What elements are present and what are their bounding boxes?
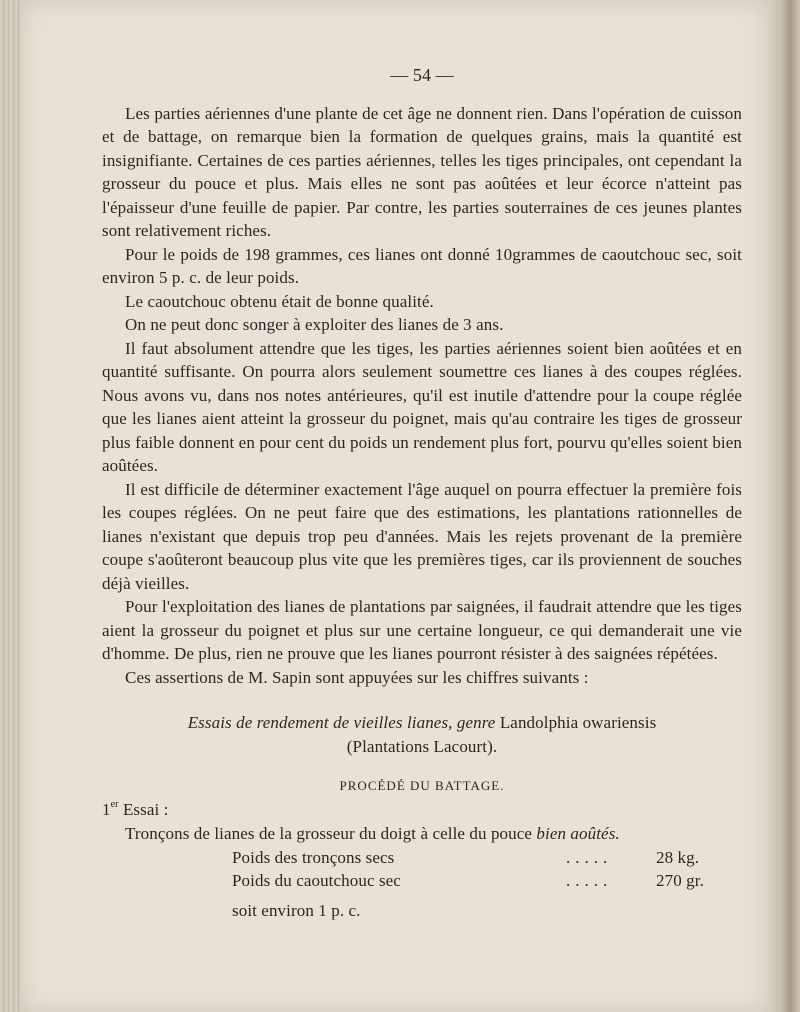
essai-superscript: er — [110, 798, 119, 810]
paragraph-8: Ces assertions de M. Sapin sont appuyées sur les chiffres suivants : — [125, 667, 589, 687]
measurement-label: Poids du caoutchouc sec — [232, 871, 401, 890]
measurement-row — [232, 869, 742, 893]
measurement-label: Poids des tronçons secs — [232, 847, 395, 867]
measurement-value: 270 gr. — [656, 871, 704, 890]
measurement-value: 28 kg. — [656, 847, 700, 867]
paragraph-5: Il faut absolument attendre que les tiges, les parties aériennes soient bien aoûtées et en quantité suffisante. On pourra alors seulement soumettre ces lianes à des coupes réglées. Nous avons vu, dans nos notes antérieures, qu'il est inutile d'attendre pour la coupe réglée que les lianes aient atteint la grosseur du poignet, mais qu'au contraire les tiges de grosseur plus faible donnent en pour cent du poids un rendement plus fort, pourvu qu'elles soient bien aoûtées. — [102, 338, 742, 475]
paragraph-6: Il est difficile de déterminer exactement l'âge auquel on pourra effectuer la première fois les coupes réglées. On ne peut faire que des estimations, les plantations rationnelles de lianes n'existant que depuis trop peu d'années. Mais les rejets provenant de la première coupe s'aoûteront beaucoup plus vite que les premières tiges, car ils proviennent de souches déjà vieilles. — [102, 479, 742, 593]
paragraph-7: Pour l'exploitation des lianes de plantations par saignées, il faudrait attendre que les tiges aient la grosseur du poignet et plus sur une certaine longueur, ce qui demanderait une vie d'homme. De plus, rien ne prouve que les lianes pourront résister à des saignées répétées. — [102, 597, 742, 663]
paragraph-1: Les parties aériennes d'une plante de cet âge ne donnent rien. Dans l'opération de cuisson et de battage, on remarque bien la formation de quelques grains, mais la quantité est insignifiante. Certaines de ces parties aériennes, telles les tiges principales, ont cependant la grosseur du pouce et plus. Mais elles ne sont pas aoûtées et leur écorce n'atteint pas l'épaisseur d'une feuille de papier. Par contre, les parties souterraines de ces jeunes plantes sont relativement riches. — [102, 103, 742, 240]
essais-title-species: Landolphia owariensis — [499, 713, 657, 732]
troncons-text: Tronçons de lianes de la grosseur du doigt à celle du pouce — [125, 824, 533, 843]
page-number: — 54 — — [390, 65, 454, 85]
troncons-line — [102, 822, 742, 846]
page-text — [102, 64, 742, 922]
essai-heading — [102, 798, 742, 822]
paragraph-2: Pour le poids de 198 grammes, ces lianes ont donné 10grammes de caoutchouc sec, soit environ 5 p. c. de leur poids. — [102, 244, 742, 287]
essai-label: Essai : — [122, 799, 169, 819]
paragraph-4: On ne peut donc songer à exploiter des lianes de 3 ans. — [125, 315, 504, 334]
essais-title — [102, 711, 742, 735]
essai-number: 1 — [102, 799, 111, 819]
procede-heading: PROCÉDÉ DU BATTAGE. — [339, 778, 505, 793]
plantations-subtitle: (Plantations Lacourt). — [346, 736, 498, 756]
troncons-italic: bien aoûtés. — [536, 824, 620, 843]
book-gutter-edge — [0, 0, 22, 1012]
essais-title-italic: Essais de rendement de vieilles lianes, genre — [187, 713, 496, 732]
leader-dots: ..... — [566, 847, 613, 867]
measurement-row — [232, 846, 742, 870]
paragraph-3: Le caoutchouc obtenu était de bonne qualité. — [125, 291, 434, 311]
leader-dots: ..... — [566, 871, 613, 890]
yield-summary: soit environ 1 p. c. — [232, 900, 361, 920]
page-stack-edge — [768, 0, 800, 1012]
